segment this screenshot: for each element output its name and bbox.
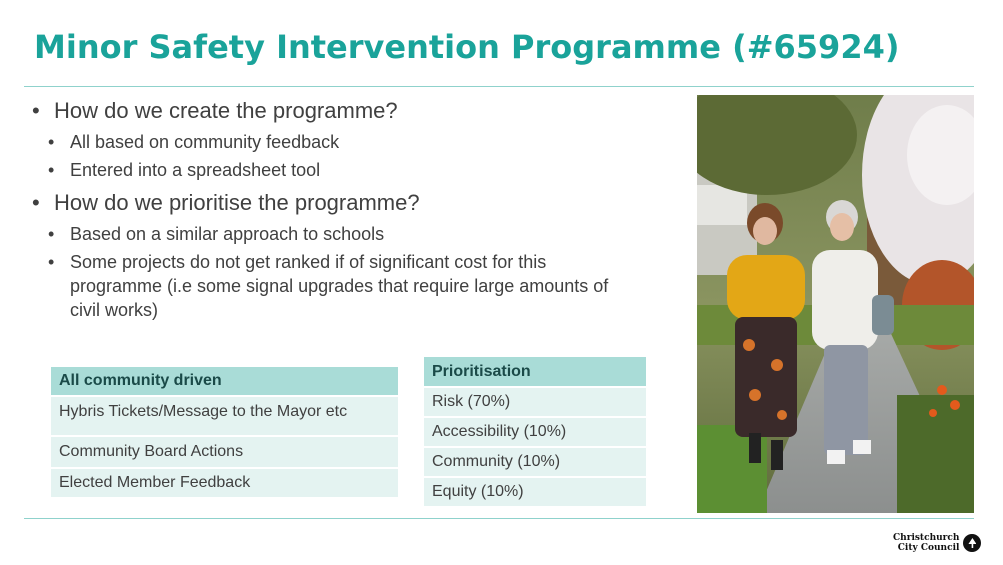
title-divider	[24, 86, 974, 87]
prioritisation-table-header: Prioritisation	[424, 357, 646, 386]
table-row: Hybris Tickets/Message to the Mayor etc	[51, 395, 398, 435]
table-row: Community (10%)	[424, 446, 646, 476]
christchurch-city-council-logo	[893, 533, 981, 553]
table-row: Elected Member Feedback	[51, 467, 398, 497]
community-table	[51, 367, 398, 497]
slide-title: Minor Safety Intervention Programme (#65924)	[34, 28, 900, 66]
bullet-prioritise	[30, 188, 670, 218]
table-row: Community Board Actions	[51, 435, 398, 467]
logo-line-1: Christchurch	[893, 533, 960, 543]
bullet-dot-icon: •	[48, 160, 55, 180]
bullet-list	[30, 96, 670, 322]
bullet-text: How do we prioritise the programme?	[54, 190, 420, 215]
sub-bullet	[30, 222, 670, 246]
sub-bullet	[30, 250, 630, 322]
community-table-header: All community driven	[51, 367, 398, 395]
photo-two-women-walking	[697, 95, 974, 513]
bullet-dot-icon: •	[32, 190, 40, 215]
logo-line-2: City Council	[897, 543, 960, 553]
sub-bullet-text: All based on community feedback	[70, 132, 340, 152]
bullet-dot-icon: •	[48, 132, 55, 152]
bullet-dot-icon: •	[48, 252, 55, 272]
table-row: Risk (70%)	[424, 386, 646, 416]
bullet-create	[30, 96, 670, 126]
table-row: Accessibility (10%)	[424, 416, 646, 446]
footer-divider	[24, 518, 974, 519]
council-emblem-icon	[963, 534, 981, 552]
table-row: Equity (10%)	[424, 476, 646, 506]
sub-bullet-text: Entered into a spreadsheet tool	[70, 160, 321, 180]
sub-bullet	[30, 130, 670, 154]
logo-text	[893, 533, 959, 553]
sub-bullet	[30, 158, 670, 182]
sub-bullet-text: Based on a similar approach to schools	[70, 224, 385, 244]
bullet-dot-icon: •	[48, 224, 55, 244]
prioritisation-table	[424, 357, 646, 506]
bullet-dot-icon: •	[32, 98, 40, 123]
sub-bullet-text: Some projects do not get ranked if of significant cost for this programme (i.e some signal upgrades that require large amounts of civil works)	[70, 252, 609, 320]
bullet-text: How do we create the programme?	[54, 98, 398, 123]
